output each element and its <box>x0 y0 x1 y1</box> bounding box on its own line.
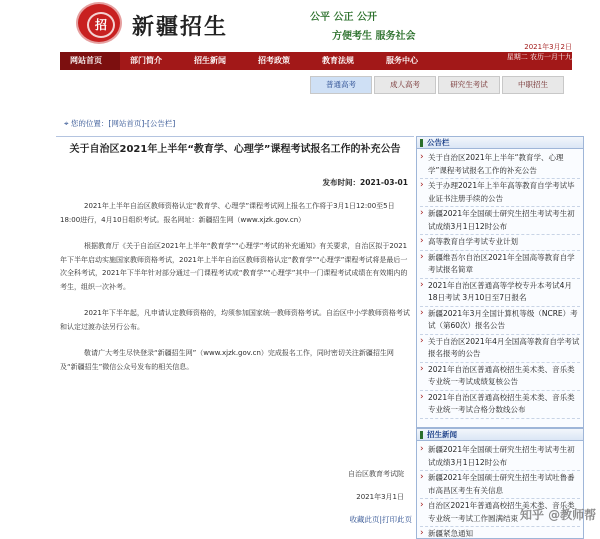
article-paragraph: 根据教育厅《关于自治区2021年上半年“教育学”“心理学”考试的补充通知》有关要求，自治区拟于2021年下半年启动实施国家教师资格考试，2021年上半年自治区教师资格认定“教育学”“心理学”课程考试将是最后一次全科考试，2021年下半年针对部分通过一门课程考试或“教育学”“心理学”其中一门课程考试成绩在有效期内的考生，组织一次补考。 <box>60 242 408 291</box>
article-org: 自治区教育考试院 <box>348 470 404 478</box>
news-item[interactable]: › 新疆2021年全国硕士研究生招生考试考生初试成绩3月1日12时公布 <box>420 443 580 471</box>
notice-item[interactable]: › 2021年自治区普通高校招生美术类、音乐类专业统一考试成绩复核公告 <box>420 363 580 391</box>
notice-box-title: 公告栏 <box>417 137 583 149</box>
main-nav <box>60 43 572 70</box>
notice-item[interactable]: › 关于自治区2021年上半年“教育学、心理学”课程考试报名工作的补充公告 <box>420 151 580 179</box>
news-list <box>417 441 583 539</box>
date-box <box>507 42 572 62</box>
logo-char: 招 <box>95 18 108 32</box>
article-body <box>60 200 410 387</box>
news-item[interactable]: › 新疆紧急通知 <box>420 527 580 539</box>
subnav-tab-adult[interactable]: 成人高考 <box>374 76 436 94</box>
watermark: 知乎 @教师帮 <box>520 508 597 522</box>
notice-item[interactable]: › 2021年自治区普通高校招生美术类、音乐类专业统一考试合格分数线公布 <box>420 391 580 419</box>
notice-item[interactable]: › 关于办理2021年上半年高等教育自学考试毕业证书注册手续的公告 <box>420 179 580 207</box>
publish-label: 发布时间： <box>322 178 361 187</box>
breadcrumb <box>64 118 175 129</box>
article <box>56 136 414 539</box>
notice-item[interactable]: › 新疆2021年全国硕士研究生招生考试考生初试成绩3月1日12时公布 <box>420 207 580 235</box>
notice-box <box>416 136 584 428</box>
header <box>0 0 600 46</box>
slogan-1: 公平 公正 公开 <box>310 12 377 23</box>
notice-item[interactable]: › 新疆维吾尔自治区2021年全国高等教育自学考试报名简章 <box>420 251 580 279</box>
subnav-tab-vocational[interactable]: 中职招生 <box>502 76 564 94</box>
subnav-tab-graduate[interactable]: 研究生考试 <box>438 76 500 94</box>
nav-item-department[interactable]: 部门简介 <box>130 56 162 65</box>
nav-item-home[interactable]: 网站首页 <box>60 52 120 70</box>
right-sidebar <box>416 136 584 539</box>
breadcrumb-path[interactable]: [网站首页]-[公告栏] <box>108 119 176 128</box>
date-line-2: 星期二 农历一月十九 <box>506 53 572 61</box>
nav-item-news[interactable]: 招生新闻 <box>194 56 226 65</box>
news-box-title: 招生新闻 <box>417 429 583 441</box>
article-paragraph: 2021年上半年自治区教师资格认定“教育学、心理学”课程考试网上报名工作将于3月1日12:00至5日18:00进行，4月10日组织考试。报名网址：新疆招生网（www.xjzk.gov.cn） <box>60 202 395 224</box>
sub-nav <box>310 76 564 94</box>
notice-item[interactable]: › 关于自治区2021年4月全国高等教育自学考试报名报考的公告 <box>420 335 580 363</box>
nav-item-service[interactable]: 服务中心 <box>386 56 418 65</box>
article-paragraph: 2021年下半年起，凡申请认定教师资格的，均须参加国家统一教师资格考试。自治区中小学教师资格考试和认定过渡办法另行公布。 <box>60 309 410 331</box>
notice-item[interactable]: › 新疆2021年3月全国计算机等级（NCRE）考试（第60次）报名公告 <box>420 307 580 335</box>
site-name[interactable]: 新疆招生 <box>132 14 229 40</box>
slogan-2: 方便考生 服务社会 <box>332 31 416 42</box>
publish-line <box>323 177 408 188</box>
nav-item-policy[interactable]: 招考政策 <box>258 56 290 65</box>
publish-date: 2021-03-01 <box>360 178 408 187</box>
location-pin-icon: ⌖ <box>64 119 69 128</box>
notice-list <box>417 149 583 421</box>
nav-item-regulations[interactable]: 教育法规 <box>322 56 354 65</box>
site-logo[interactable] <box>76 2 122 44</box>
article-paragraph: 敬请广大考生尽快登录“新疆招生网”（www.xjzk.gov.cn）完成报名工作，同时密切关注新疆招生网及“新疆招生”微信公众号发布的相关信息。 <box>60 349 394 371</box>
date-line-1: 2021年3月2日 <box>524 43 572 51</box>
notice-item[interactable]: › 2021年自治区普通高等学校专升本考试4月18日考试 3月10日至7日报名 <box>420 279 580 307</box>
subnav-tab-gaokao[interactable]: 普通高考 <box>310 76 372 94</box>
notice-item[interactable]: › 高等教育自学考试专业计划 <box>420 235 580 251</box>
news-item[interactable]: › 新疆2021年全国硕士研究生招生考试吐鲁番市高昌区考生有关信息 <box>420 471 580 499</box>
bottom-links[interactable]: 收藏此页|打印此页 <box>349 515 412 524</box>
news-item[interactable]: › 自治区2021年普通高校招生美术类、音乐类专业统一考试工作圆满结束 <box>420 499 580 527</box>
article-title: 关于自治区2021年上半年“教育学、心理学”课程考试报名工作的补充公告 <box>69 144 401 155</box>
breadcrumb-prefix: 您的位置： <box>70 119 109 128</box>
article-sign-date: 2021年3月1日 <box>356 493 404 501</box>
